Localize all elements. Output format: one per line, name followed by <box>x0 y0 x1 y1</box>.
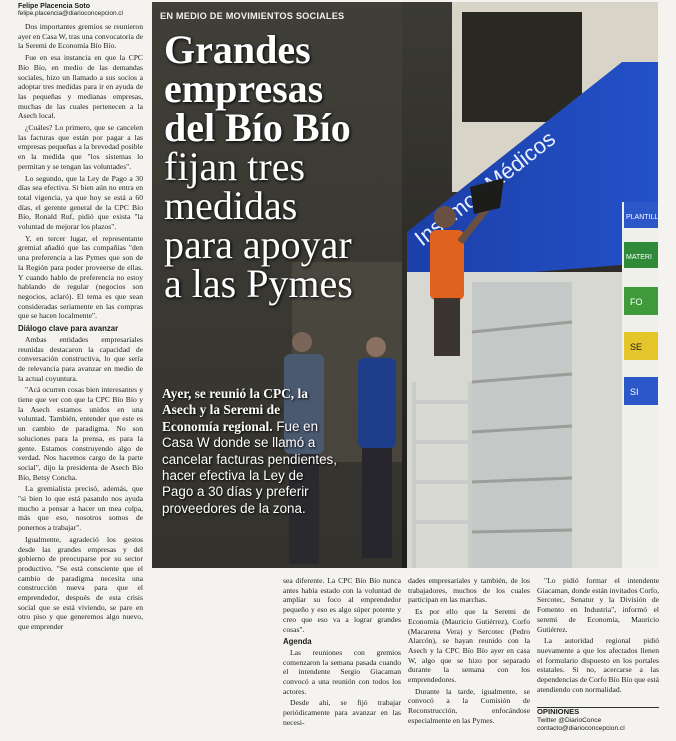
opiniones-title: OPINIONES <box>537 707 580 716</box>
paragraph: dades empresariales y también, de los trabajadores, muchos de los cuales participan en las marchas. <box>408 576 530 605</box>
paragraph: Igualmente, agradeció los gestos desde las grandes empresas y del gobierno de preocuparse por su sector productivo. "Se está consciente que el cambio de paradigma necesita una construcción nueva para que el emprendedor, después de esta crisis social que se está viviendo, se pare en otro piso y que generemos algo nuevo, que emprender <box>18 534 143 632</box>
subhead-dialogo: Diálogo clave para avanzar <box>18 324 119 334</box>
paragraph: "Lo pidió formar el intendente Giacaman, donde están invitados Corfo, Sercotec, Senatur y la División de Fomento en Industria", informó el seremi de Economía, Mauricio Gutiérrez. <box>537 576 659 634</box>
paragraph: Durante la tarde, igualmente, se convocó a la Comisión de Reconstrucción, enfocándose especialmente en las Pymes. <box>408 686 530 725</box>
left-column <box>18 22 143 634</box>
paragraph: Es por ello que la Seremi de Economía (Mauricio Gutiérrez), Corfo (Macarena Vera) y Sercotec (Pedro Alarcón), se hayan reunido con la Asech y la CPC Bío Bío ayer en casa W, algo que se hizo por separado durante la semana con los emprendedores. <box>408 607 530 685</box>
shelf-label: FO <box>630 297 643 307</box>
headline <box>164 27 364 306</box>
paragraph: Desde ahí, se fijó trabajar periódicamente para avanzar en las necesi- <box>283 698 401 727</box>
column-2 <box>283 576 401 730</box>
sign-text: Médicos <box>480 125 560 196</box>
paragraph: sea diferente. La CPC Bío Bío nunca antes había estado con la voluntad de ampliar su foco al emprendedor pequeño y eso es algo súper potente y creo que eso va a lograr grandes cosas". <box>283 576 401 634</box>
byline <box>18 3 123 17</box>
deck-rest: Fue en Casa W donde se llamó a cancelar facturas pendientes, hacer efectiva la Ley de Pago a 30 días y preferir proveedores de la zona. <box>162 418 337 516</box>
contact-email[interactable]: contacto@diarioconcepcion.cl <box>537 724 625 732</box>
opiniones-box <box>537 707 659 732</box>
paragraph: Dos importantes gremios se reunieron ayer en Casa W, tras una convocatoria de la Seremi de Economía Bío Bío. <box>18 22 143 51</box>
paragraph: La gremialista precisó, además, que "si bien lo que está pasando nos ayuda mucho a pensar a hacer un mea culpa, más que eso, nosotros somos de ponernos a trabajar". <box>18 484 143 533</box>
kicker: EN MEDIO DE MOVIMIENTOS SOCIALES <box>160 11 345 21</box>
lead-photo <box>152 2 658 568</box>
paragraph: La autoridad regional pidió nuevamente a que los afectados llenen el formulario dispuesto en los portales estatales. Si no, acercarse a las dependencias de Corfo Bío Bío que está atendiendo con normalidad. <box>537 636 659 694</box>
column-4 <box>537 576 659 696</box>
headline-regular: fijan tres medidas para apoyar a las Pymes <box>164 144 353 306</box>
paragraph: Las reuniones con gremios comenzaron la semana pasada cuando el intendente Sergio Giacaman convocó a una reunión con todos los actores. <box>283 647 401 696</box>
twitter-handle[interactable]: Twitter @DiarioConce <box>537 716 602 724</box>
deck-bold: Ayer, se reunió la CPC, la Asech y la Seremi de Economía regional. <box>162 386 308 434</box>
shelf-label: MATERI <box>626 254 652 261</box>
paragraph: Ambas entidades empresariales reunidas destacaron la capacidad de conversación constructiva, lo que sería de relevancia para avanzar en medio de la actual coyuntura. <box>18 334 143 383</box>
shelf-label: PLANTILL <box>626 214 658 221</box>
paragraph: ¿Cuáles? Lo primero, que se cancelen las facturas que están por pagar a las empresas pequeñas a la brevedad posible en la medida que "los sistemas lo permitan y se tengan las voluntades". <box>18 123 143 171</box>
column-3 <box>408 576 530 728</box>
paragraph: "Acá ocurren cosas bien interesantes y tiene que ver con que la CPC Bío Bío y la Asech estamos unidos en una voluntad. También, entender que este es un cambio de paradigma. No son soluciones para la prensa, es para la gente. Estamos construyendo algo de verdad. Nos hacemos cargo de la parte social", dijo la presidenta de Asech Bío Bío, Betsy Concha. <box>18 385 143 482</box>
paragraph: Y, en tercer lugar, el representante gremial añadió que las compañías "den una preferencia a las Pymes que son de la Región para poder proveerse de ellas. Y cuando hablo de preferencia no estoy hablando de regular (negocios son negocios, aclaró). El tema es que sean consideradas seriamente en las compras que se hacen localmente". <box>18 233 143 321</box>
paragraph: Fue en esa instancia en que la CPC Bío Bío, en medio de las demandas sociales, hizo un llamado a sus socios a adoptar tres medidas para ir en ayuda de las pequeñas y medianas empresas, muchas de las cuales pertenecen a la Asech local. <box>18 53 143 121</box>
byline-author: Felipe Placencia Soto <box>18 3 90 10</box>
shelf-label: SI <box>630 387 639 397</box>
shelf-label: SE <box>630 342 643 352</box>
paragraph: Lo segundo, que la Ley de Pago a 30 días sea efectiva. Si bien aún no entra en total vigencia, ya que hoy se está a 60 días, el gerente general de la CPC Bío Bío, Ronald Ruf, pidió que exista "la voluntad de mejorar los plazos". <box>18 173 143 232</box>
headline-bold: Grandes empresas del Bío Bío <box>164 27 351 150</box>
byline-email[interactable]: felipe.placencia@diarioconcepcion.cl <box>18 10 123 17</box>
subhead-agenda: Agenda <box>283 637 312 647</box>
deck <box>162 386 338 517</box>
